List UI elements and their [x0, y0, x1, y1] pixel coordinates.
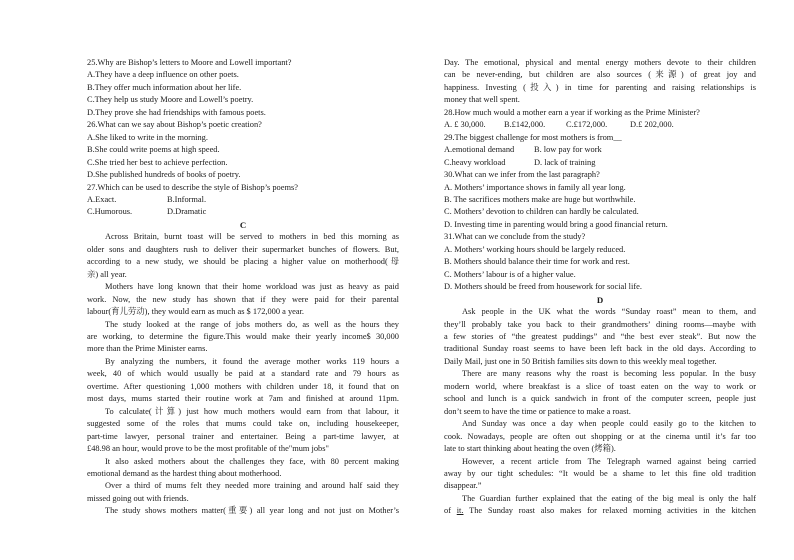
question-31-stem: 31.What can we conclude from the study? — [444, 232, 586, 242]
passage-c-line: are working, to determine the figure.This would make their yearly income$ 30,000 — [87, 331, 399, 341]
question-27-options-row-1 — [87, 194, 399, 206]
question-26-option-a: A.She liked to write in the morning. — [87, 132, 208, 142]
question-26-option-d: D.She published hundreds of books of poetry. — [87, 170, 241, 180]
question-30-option-b: B. The sacrifices mothers make are huge but worthwhile. — [444, 194, 636, 204]
section-d-heading: D — [596, 294, 604, 305]
passage-c-line: Day. The emotional, physical and mental energy mothers devote to their children — [444, 58, 756, 67]
question-26-option-b: B.She could write poems at high speed. — [87, 145, 220, 155]
question-28-option-c: C.£172,000. — [566, 120, 608, 130]
passage-c-line: It also asked mothers about the challenges they face, with 80 percent making — [105, 456, 399, 466]
question-25-option-c: C.They help us study Moore and Lowell’s poetry. — [87, 95, 254, 105]
question-26-stem: 26.What can we say about Bishop’s poetic creation? — [87, 120, 262, 130]
passage-d-line: a few stories of “the greatest puddings” and “the best ever steak”. But now the — [444, 331, 756, 341]
passage-d-line: The Guardian further explained that the eating of the big meal is only the half — [462, 493, 756, 503]
passage-c-line: according to a new study, we should be placing a higher value on motherhood(母 — [87, 257, 399, 267]
question-31-option-c: C. Mothers’ labour is of a higher value. — [444, 269, 576, 279]
passage-d-line: Daily Mail, just one in 50 British families sits down to this weekly meal together. — [444, 356, 717, 366]
question-29-option-d: D. lack of training — [534, 157, 596, 167]
question-26-option-c: C.She tried her best to achieve perfection. — [87, 157, 228, 167]
passage-c-line: money that well spent. — [444, 95, 520, 105]
passage-d-line: cook. Nowadays, people are often out shopping or at the cinema until it’s far too — [444, 431, 756, 441]
passage-d-line: away by our tight schedules: “It would be a shame to let this fine old tradition — [444, 468, 756, 478]
passage-d-line: don’t seem to have the time or patience to make a roast. — [444, 406, 631, 416]
question-27-option-a: A.Exact. — [87, 194, 117, 204]
passage-c-line: happiness. Investing (投入) in time for parenting and raising relationships is — [444, 82, 756, 92]
passage-c-line: overtime. After questioning 1,000 mothers with children under 18, it found that on — [87, 381, 399, 391]
passage-c-line: most days, mums started their routine work at 7am and finished at around 11pm. — [87, 394, 399, 404]
passage-c-line: Across Britain, burnt toast will be served to mothers in bed this morning as — [105, 232, 399, 242]
passage-d-line: There are many reasons why the roast is becoming less popular. In the busy — [462, 369, 756, 379]
passage-d-line: disappear.” — [444, 481, 482, 491]
passage-d-fragment: of — [444, 506, 451, 516]
question-28-options — [444, 119, 756, 131]
passage-c-line: The study looked at the range of jobs mothers do, as well as the hours they — [105, 319, 399, 329]
passage-d-fragment: The Sunday roast also makes for relaxed morning activities in the kitchen — [469, 506, 756, 516]
passage-c-line: part-time lawyer, personal trainer and entertainer. Being a part-time lawyer, at — [87, 431, 399, 441]
passage-c-line: By analyzing the numbers, it found the average mother works 119 hours a — [105, 356, 399, 366]
passage-c-line: £48.98 an hour, would prove to be the most profitable of the"mum jobs" — [87, 444, 329, 454]
question-25-stem: 25.Why are Bishop’s letters to Moore and Lowell important? — [87, 58, 292, 67]
right-column — [444, 57, 756, 518]
underlined-it: it. — [456, 506, 464, 516]
question-30-stem: 30.What can we infer from the last paragraph? — [444, 170, 600, 180]
question-28-option-a: A. £ 30,000. — [444, 120, 486, 130]
question-28-option-b: B.£142,000. — [504, 120, 546, 130]
question-29-options-row-1 — [444, 144, 756, 156]
question-29-option-a: A.emotional demand — [444, 145, 515, 155]
passage-c-line: more than the Prime Minister earns. — [87, 344, 208, 354]
passage-d-line — [444, 505, 756, 517]
question-25-option-b: B.They offer much information about her life. — [87, 82, 242, 92]
answer-blank: __ — [613, 132, 622, 142]
section-c-heading: C — [239, 219, 247, 230]
passage-d-line: modern world, where breakfast is a slice of toast eaten on the way to work or — [444, 381, 756, 391]
question-31-option-b: B. Mothers should balance their time for work and rest. — [444, 257, 630, 267]
passage-d-line: And Sunday was once a day when people could easily go to the kitchen to — [462, 419, 756, 429]
question-27-options-row-2 — [87, 206, 399, 218]
passage-c-line: The study shows mothers matter(重要) all year long and not just on Mother’s — [105, 506, 399, 516]
question-31-option-a: A. Mothers’ working hours should be largely reduced. — [444, 244, 626, 254]
passage-d-line: traditional Sunday roast seems to have been left back in the old days. According to — [444, 344, 756, 354]
question-25-option-d: D.They prove she had friendships with famous poets. — [87, 107, 266, 117]
question-28-option-d: D.£ 202,000. — [630, 120, 674, 130]
passage-c-line: To calculate(计算) just how much mothers would earn from that labour, it — [105, 406, 399, 416]
passage-d-line: Ask people in the UK what the words “Sunday roast” mean to them, and — [462, 307, 756, 317]
passage-c-line: missed going out with friends. — [87, 493, 189, 503]
question-29-option-b: B. low pay for work — [534, 145, 602, 155]
passage-c-line: suggested some of the roles that mums could take on, including housekeeper, — [87, 419, 399, 429]
question-31-option-d: D. Mothers should be freed from housework for social life. — [444, 282, 642, 292]
question-29-option-c: C.heavy workload — [444, 157, 506, 167]
question-28-stem: 28.How much would a mother earn a year if working as the Prime Minister? — [444, 107, 700, 117]
passage-c-line: Over a third of mums felt they needed more training and around half said they — [105, 481, 399, 491]
question-30-option-d: D. Investing time in parenting would bring a good financial return. — [444, 219, 668, 229]
question-29-stem-text: 29.The biggest challenge for most mothers is from — [444, 132, 614, 142]
passage-d-line: they’ll probably take you back to their grandmothers’ dining rooms—maybe with — [444, 319, 756, 329]
question-27-option-d: D.Dramatic — [167, 207, 207, 217]
passage-c-line: Mothers have long known that their home workload was just as heavy as paid — [105, 282, 399, 292]
question-30-option-c: C. Mothers’ devotion to children can hardly be calculated. — [444, 207, 639, 217]
question-27-stem: 27.Which can be used to describe the style of Bishop’s poems? — [87, 182, 298, 192]
question-27-option-b: B.Informal. — [167, 194, 207, 204]
passage-d-line: late to start thinking about heating the oven (烤箱). — [444, 444, 616, 454]
question-30-option-a: A. Mothers’ importance shows in family all year long. — [444, 182, 626, 192]
passage-c-line: older sons and daughters rush to deliver their supermarket bunches of flowers. But, — [87, 244, 399, 254]
passage-d-line: school and lunch is a quick sandwich in front of the computer screen, people just — [444, 394, 756, 404]
question-29-options-row-2 — [444, 157, 756, 169]
passage-c-line: 亲) all year. — [87, 269, 127, 279]
passage-c-line: emotional demand as the hardest thing about motherhood. — [87, 468, 282, 478]
passage-c-line: week, 40 of which would usually be paid at a standard rate and 79 hours as — [87, 369, 399, 379]
passage-c-line: can be never-ending, but children are also sources (来源) of great joy and — [444, 70, 756, 80]
question-29-stem — [444, 132, 756, 144]
passage-d-line: However, a recent article from The Telegraph warned against being carried — [462, 456, 756, 466]
passage-c-line: labour(育儿劳动), they would earn as much as $ 172,000 a year. — [87, 307, 304, 317]
passage-c-line: work. Now, the new study has shown that if they were paid for their parental — [87, 294, 399, 304]
question-27-option-c: C.Humorous. — [87, 207, 133, 217]
left-column — [87, 57, 399, 518]
question-25-option-a: A.They have a deep influence on other poets. — [87, 70, 239, 80]
